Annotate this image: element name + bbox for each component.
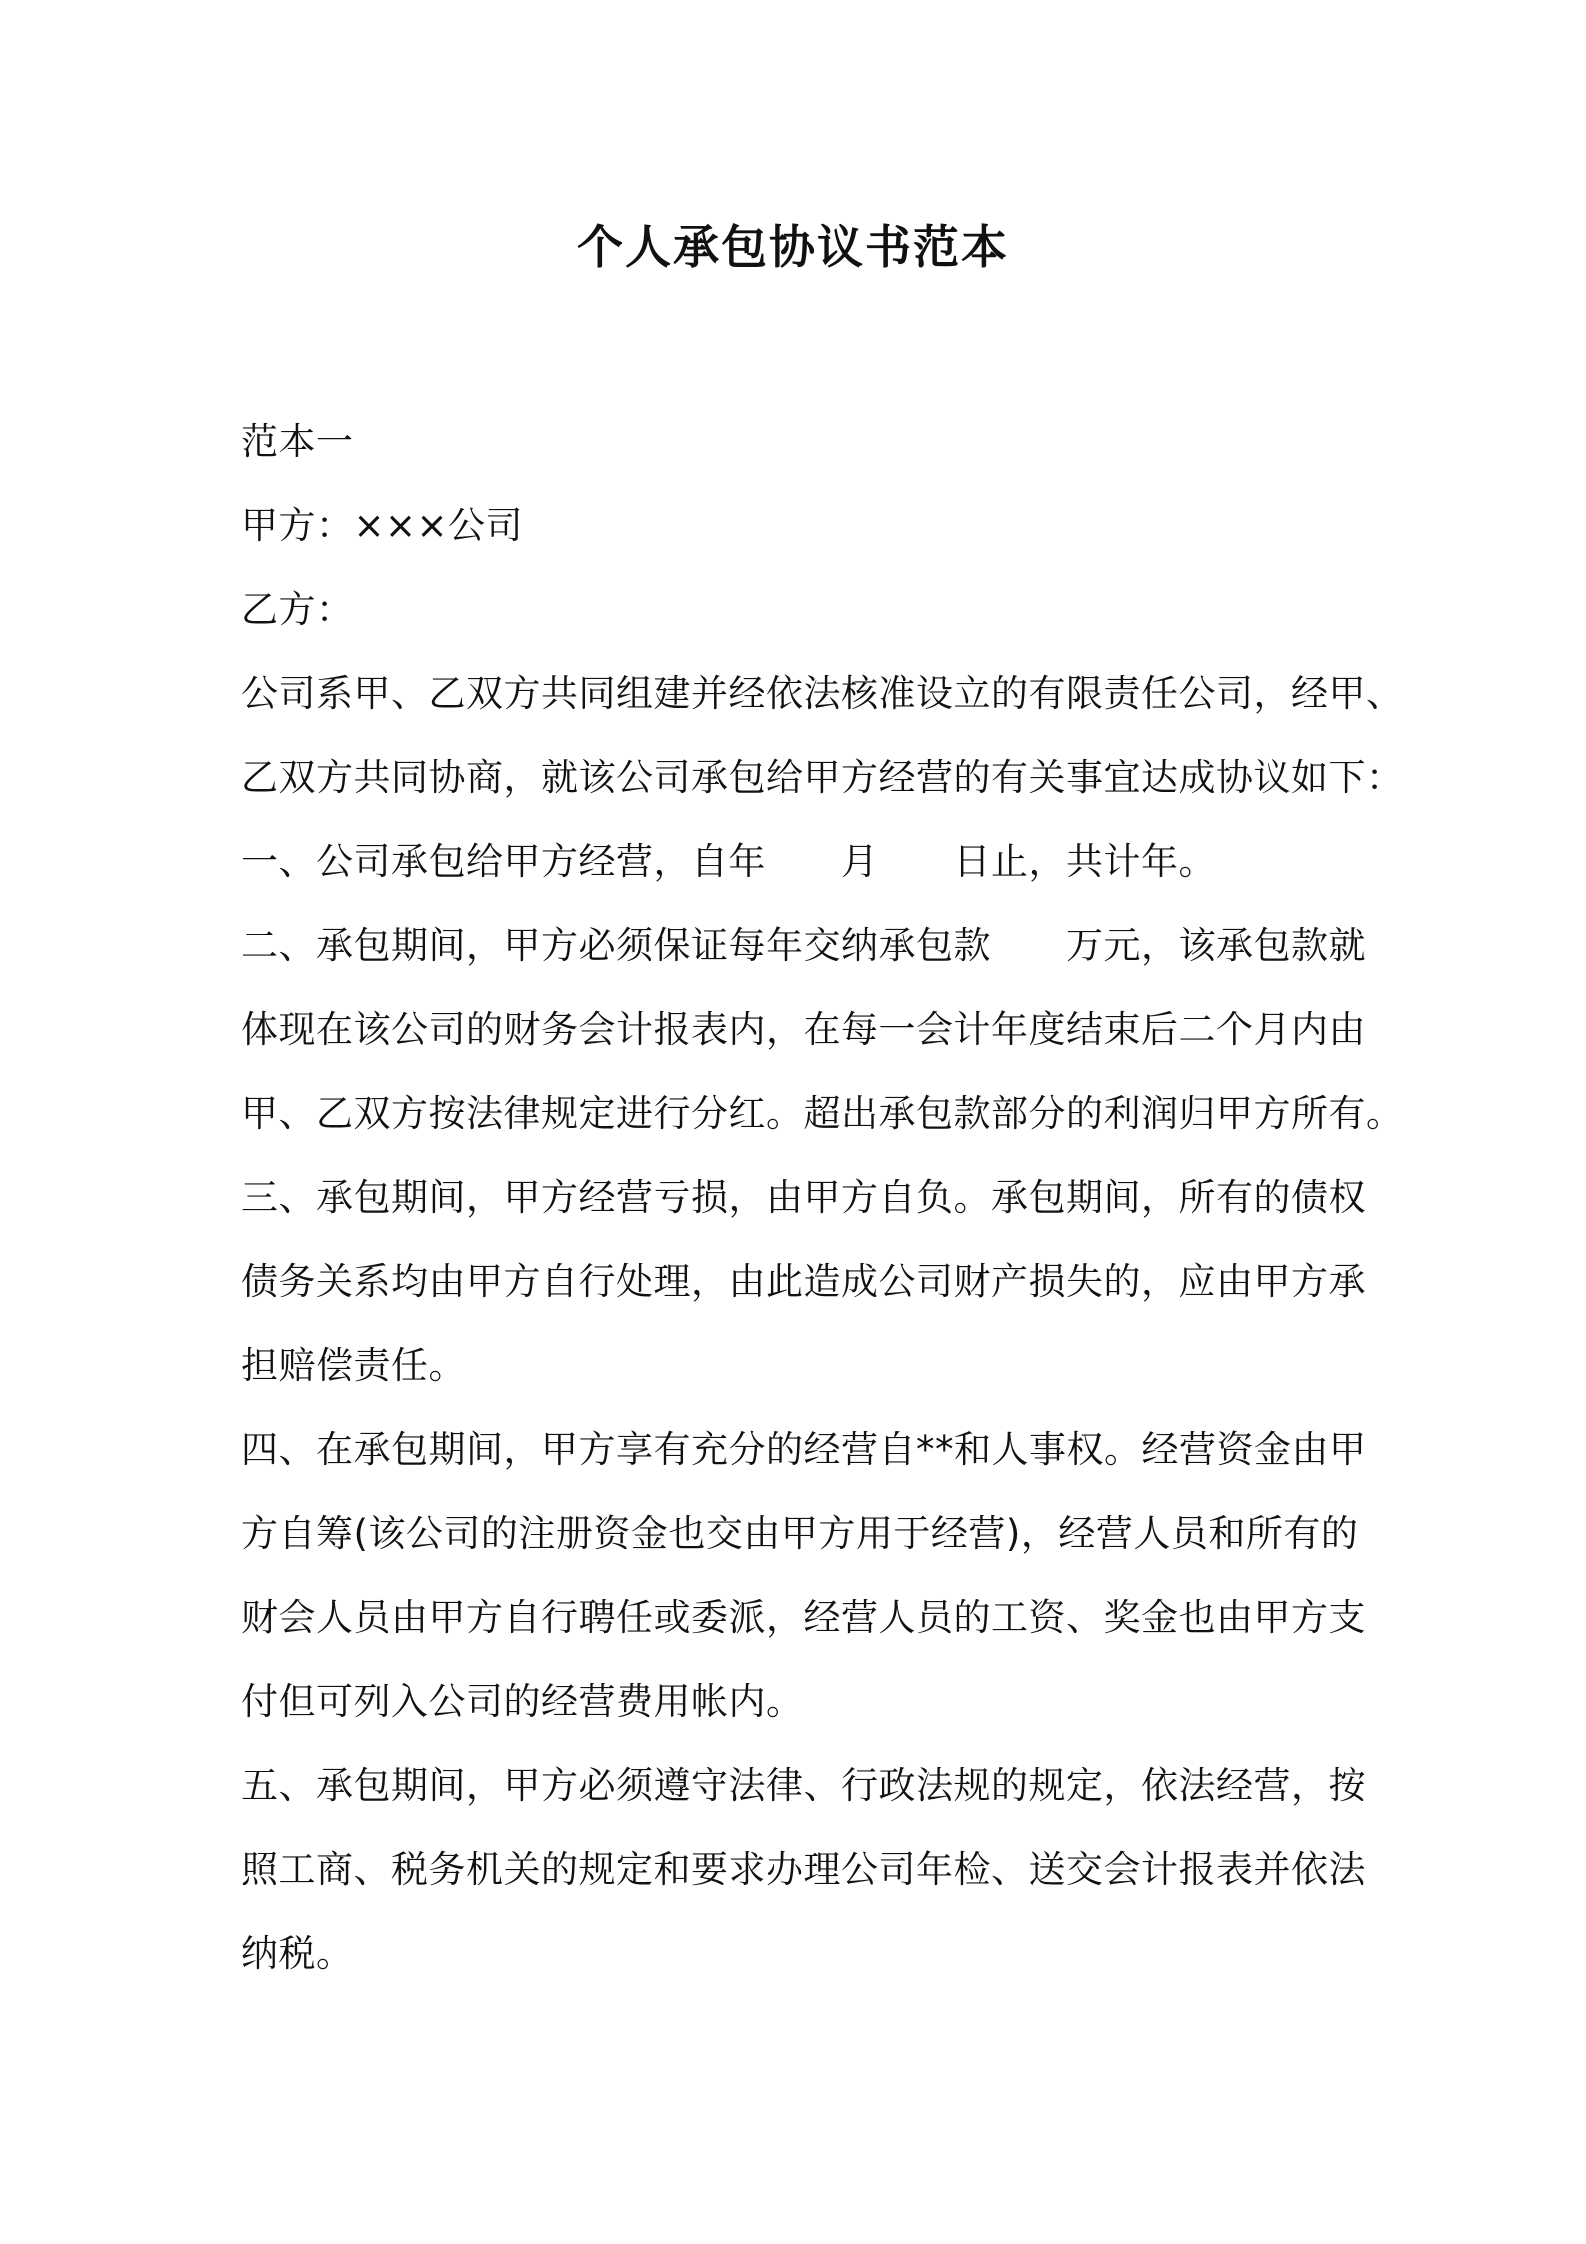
preamble-line: 公司系甲、乙双方共同组建并经依法核准设立的有限责任公司，经甲、 (241, 672, 1404, 715)
preamble-line: 乙双方共同协商，就该公司承包给甲方经营的有关事宜达成协议如下： (241, 756, 1404, 799)
clause-3-line: 三、承包期间，甲方经营亏损，由甲方自负。承包期间，所有的债权 (241, 1176, 1366, 1219)
sample-heading: 范本一 (241, 420, 354, 463)
document-body (241, 400, 1404, 1996)
clause-4-line: 方自筹(该公司的注册资金也交由甲方用于经营)，经营人员和所有的 (241, 1512, 1359, 1555)
clause-4-line: 四、在承包期间，甲方享有充分的经营自**和人事权。经营资金由甲 (241, 1428, 1367, 1471)
clause-2-line: 甲、乙双方按法律规定进行分红。超出承包款部分的利润归甲方所有。 (241, 1092, 1404, 1135)
clause-3-line: 担赔偿责任。 (241, 1344, 466, 1387)
party-a-line: 甲方：×××公司 (241, 504, 524, 547)
clause-2-line: 二、承包期间，甲方必须保证每年交纳承包款 万元，该承包款就 (241, 924, 1366, 967)
clause-4-line: 付但可列入公司的经营费用帐内。 (241, 1680, 804, 1723)
clause-1-line: 一、公司承包给甲方经营，自年 月 日止，共计年。 (241, 840, 1216, 883)
party-b-line: 乙方： (241, 588, 354, 631)
clause-5-line: 照工商、税务机关的规定和要求办理公司年检、送交会计报表并依法 (241, 1848, 1366, 1891)
clause-3-line: 债务关系均由甲方自行处理，由此造成公司财产损失的，应由甲方承 (241, 1260, 1366, 1303)
clause-4-line: 财会人员由甲方自行聘任或委派，经营人员的工资、奖金也由甲方支 (241, 1596, 1366, 1639)
page-title: 个人承包协议书范本 (577, 220, 1009, 274)
clause-5-line: 五、承包期间，甲方必须遵守法律、行政法规的规定，依法经营，按 (241, 1764, 1366, 1807)
clause-5-line: 纳税。 (241, 1932, 354, 1975)
clause-2-line: 体现在该公司的财务会计报表内，在每一会计年度结束后二个月内由 (241, 1008, 1366, 1051)
